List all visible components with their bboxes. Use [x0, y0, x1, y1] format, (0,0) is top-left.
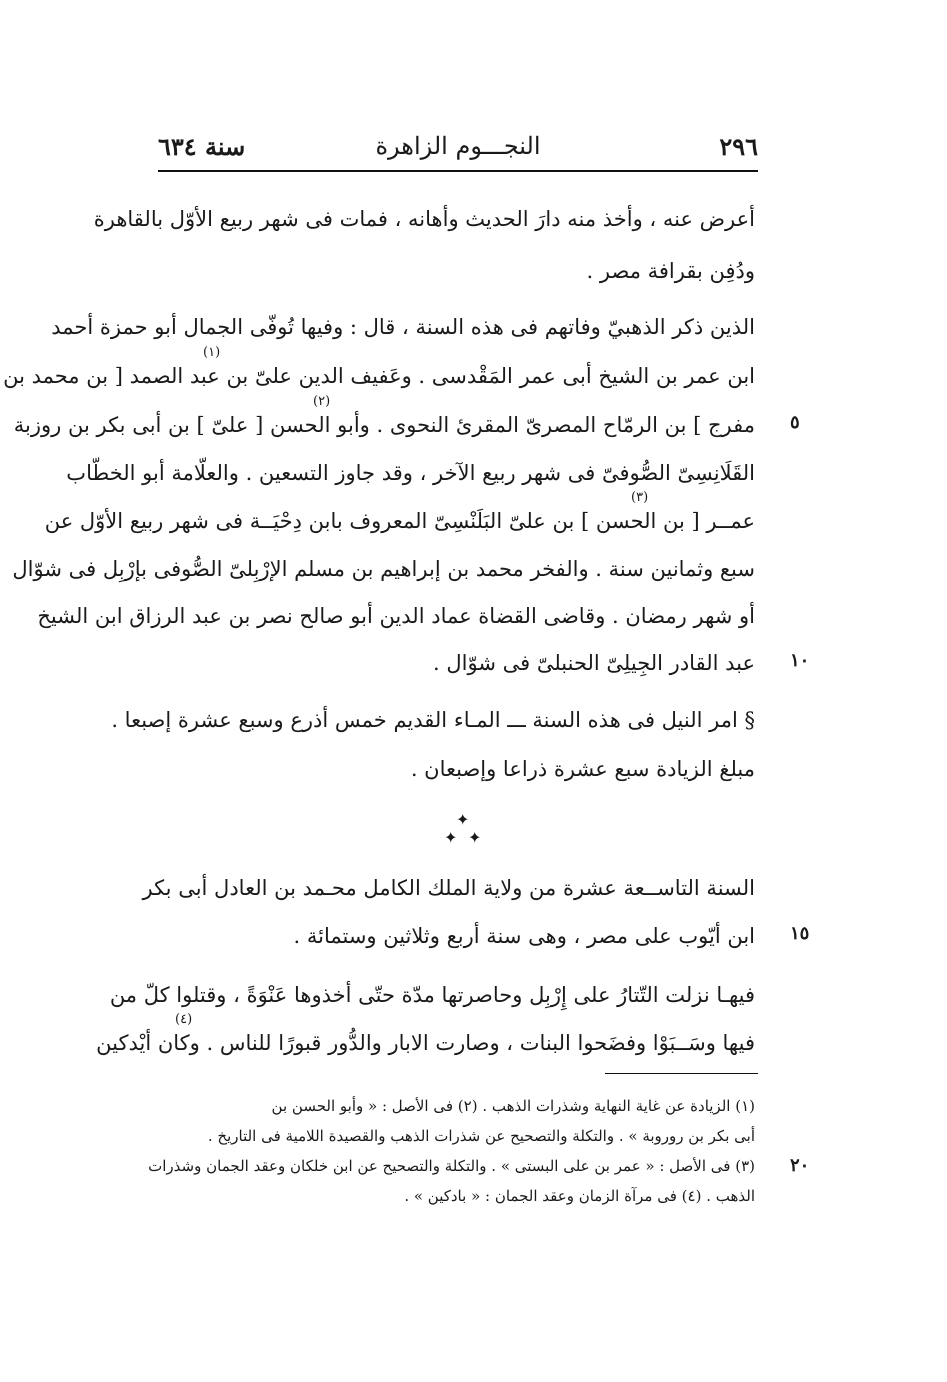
- note-mark: (١): [203, 345, 221, 360]
- note-mark: (٣): [631, 490, 649, 505]
- text-line: الذين ذكر الذهبيّ وفاتهم فى هذه السنة ، قال : وفيها تُوفّى الجمال أبو حمزة أحمد: [51, 315, 755, 339]
- note-mark: (٢): [313, 394, 331, 409]
- footnote-rule: [605, 1073, 758, 1074]
- text-line: فيها وسَــبَوْا وفضَحوا البنات ، وصارت الابار والدُّور قبورًا للناس . وكان أيْدكين: [96, 1031, 755, 1055]
- line-number: ١٥: [790, 923, 810, 944]
- line-number: ٥: [790, 412, 800, 433]
- text-line: القَلَانِسِىّ الصُّوفىّ فى شهر ربيع الآخر ، وقد جاوز التسعين . والعلّامة أبو الخطّاب: [66, 461, 755, 485]
- running-title: النجـــوم الزاهرة: [375, 132, 541, 160]
- text-line: مبلغ الزيادة سبع عشرة ذراعا وإصبعان .: [410, 757, 755, 781]
- header-rule: [158, 170, 758, 172]
- line-number: ٢٠: [790, 1155, 810, 1176]
- text-line: مفرج ] بن الرمّاح المصرىّ المقرئ النحوى . وأبو الحسن [ علىّ ] بن أبى بكر بن روزبة: [13, 413, 755, 437]
- line-number: ١٠: [790, 650, 810, 671]
- page-number: ٢٩٦: [719, 132, 758, 161]
- footnote-line: الذهب . (٤) فى مرآة الزمان وعقد الجمان : « بادكين » .: [404, 1187, 755, 1205]
- text-line: ودُفِن بقرافة مصر .: [586, 259, 755, 283]
- running-head: [158, 128, 758, 168]
- text-line: فيهـا نزلت التّتارُ على إِرْبِل وحاصرتها مدّة حتّى أخذوها عَنْوَةً ، وقتلوا كلّ من: [109, 983, 755, 1007]
- text-line: أعرض عنه ، وأخذ منه دارَ الحديث وأهانه ، فمات فى شهر ربيع الأوّل بالقاهرة: [93, 207, 755, 231]
- note-mark: (٤): [175, 1012, 193, 1027]
- footnote-line: (٣) فى الأصل : « عمر بن على البستى » . والتكلة والتصحيح عن ابن خلكان وعقد الجمان وشذرات: [148, 1157, 755, 1175]
- text-line: ابن أيّوب على مصر ، وهى سنة أربع وثلاثين وستمائة .: [293, 924, 755, 948]
- text-line: ابن عمر بن الشيخ أبى عمر المَقْدسى . وعَفيف الدين علىّ بن عبد الصمد [ بن محمد بن: [3, 364, 755, 388]
- asterisk-icon: ✦: [456, 810, 470, 829]
- text-line: عمــر [ بن الحسن ] بن علىّ البَلَنْسِىّ المعروف بابن دِحْيَــة فى شهر ربيع الأوّل عن: [44, 509, 755, 533]
- running-year: سنة ٦٣٤: [158, 132, 246, 161]
- asterisk-icon: ✦: [468, 828, 482, 847]
- text-line: سبع وثمانين سنة . والفخر محمد بن إبراهيم بن مسلم الإرْبِلىّ الصُّوفى بإرْبِل فى شوّال: [12, 557, 755, 581]
- text-line: السنة التاســعة عشرة من ولاية الملك الكامل محـمد بن العادل أبى بكر: [142, 876, 755, 900]
- footnote-line: (١) الزيادة عن غاية النهاية وشذرات الذهب . (٢) فى الأصل : « وأبو الحسن بن: [271, 1097, 755, 1115]
- footnote-line: أبى بكر بن روروبة » . والتكلة والتصحيح عن شذرات الذهب والقصيدة اللامية فى التاريخ .: [207, 1127, 755, 1145]
- text-line: أو شهر رمضان . وقاضى القضاة عماد الدين أبو صالح نصر بن عبد الرزاق ابن الشيخ: [37, 604, 755, 628]
- text-line: § امر النيل فى هذه السنة ـــ المـاء القديم خمس أذرع وسبع عشرة إصبعا .: [111, 708, 755, 732]
- text-line: عبد القادر الجِيلِىّ الحنبلىّ فى شوّال .: [433, 651, 755, 675]
- section-asterism: [444, 810, 484, 850]
- asterisk-icon: ✦: [444, 828, 458, 847]
